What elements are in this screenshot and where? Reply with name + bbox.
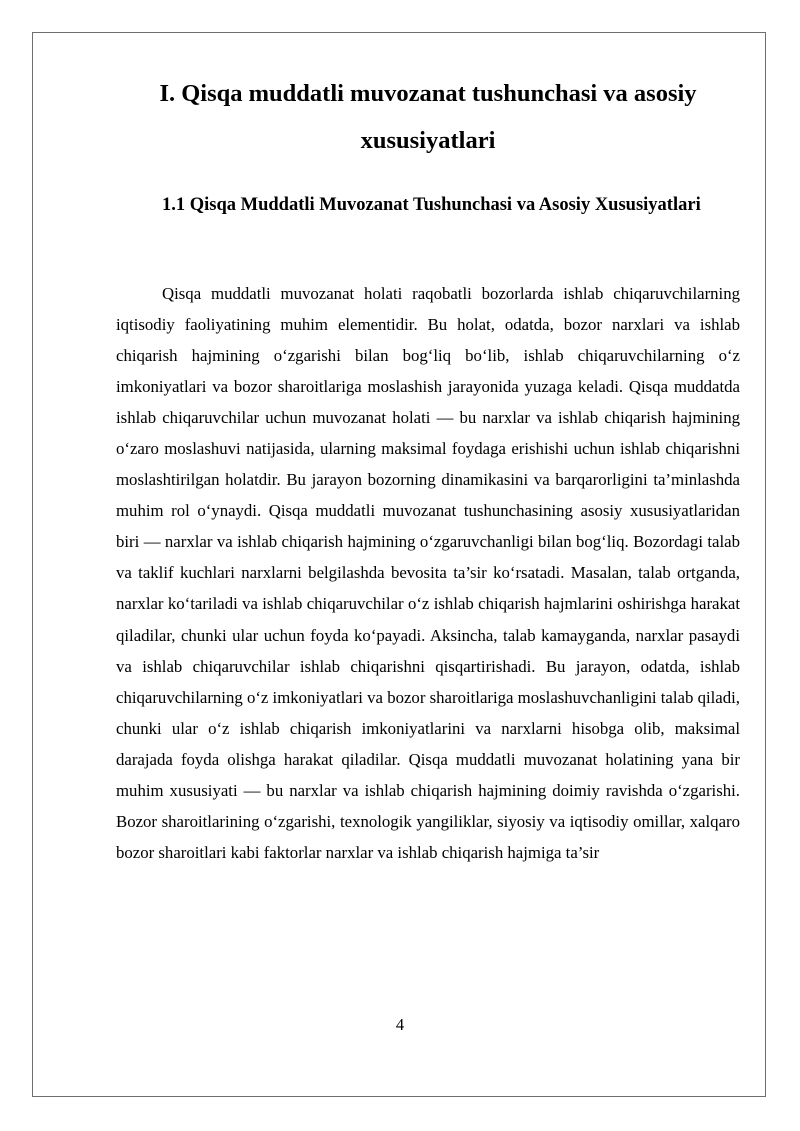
document-title: I. Qisqa muddatli muvozanat tushunchasi va asosiy xususiyatlari	[159, 80, 697, 154]
body-paragraph: Qisqa muddatli muvozanat holati raqobatli bozorlarda ishlab chiqaruvchilarning iqtisodiy faoliyatining muhim elementidir. Bu holat, odatda, bozor narxlari va ishlab chiqarish hajmining o‘zgarishi bilan bog‘liq bo‘lib, ishlab chiqaruvchilarning o‘z imkoniyatlari va bozor sharoitlariga moslashish jarayonida yuzaga keladi. Qisqa muddatda ishlab chiqaruvchilar uchun muvozanat holati — bu narxlar va ishlab chiqarish hajmining o‘zaro moslashuvi natijasida, ularning maksimal foydaga erishishi uchun ishlab chiqarishni moslashtirilgan holatdir. Bu jarayon bozorning dinamikasini va barqarorligini ta’minlashda muhim rol o‘ynaydi. Qisqa muddatli muvozanat tushunchasining asosiy xususiyatlaridan biri — narxlar va ishlab chiqarish hajmining o‘zgaruvchanligi bilan bog‘liq. Bozordagi talab va taklif kuchlari narxlarni belgilashda bevosita ta’sir ko‘rsatadi. Masalan, talab ortganda, narxlar ko‘tariladi va ishlab chiqaruvchilar o‘z ishlab chiqarish hajmlarini oshirishga harakat qiladilar, chunki ular uchun foyda ko‘payadi. Aksincha, talab kamayganda, narxlar pasaydi va ishlab chiqaruvchilar ishlab chiqarishni qisqartirishadi. Bu jarayon, odatda, ishlab chiqaruvchilarning o‘z imkoniyatlari va bozor sharoitlariga moslashuvchanligini talab qiladi, chunki ular o‘z ishlab chiqarish imkoniyatlarini va narxlarni hisobga olib, maksimal darajada foyda olishga harakat qiladilar. Qisqa muddatli muvozanat holatining yana bir muhim xususiyati — bu narxlar va ishlab chiqarish hajmining doimiy ravishda o‘zgarishi. Bozor sharoitlarining o‘zgarishi, texnologik yangiliklar, siyosiy va iqtisodiy omillar, xalqaro bozor sharoitlari kabi faktorlar narxlar va ishlab chiqarish hajmiga ta’sir	[116, 284, 740, 862]
section-heading: 1.1 Qisqa Muddatli Muvozanat Tushunchasi va Asosiy Xususiyatlari	[162, 195, 701, 215]
page-number: 4	[395, 1015, 405, 1034]
